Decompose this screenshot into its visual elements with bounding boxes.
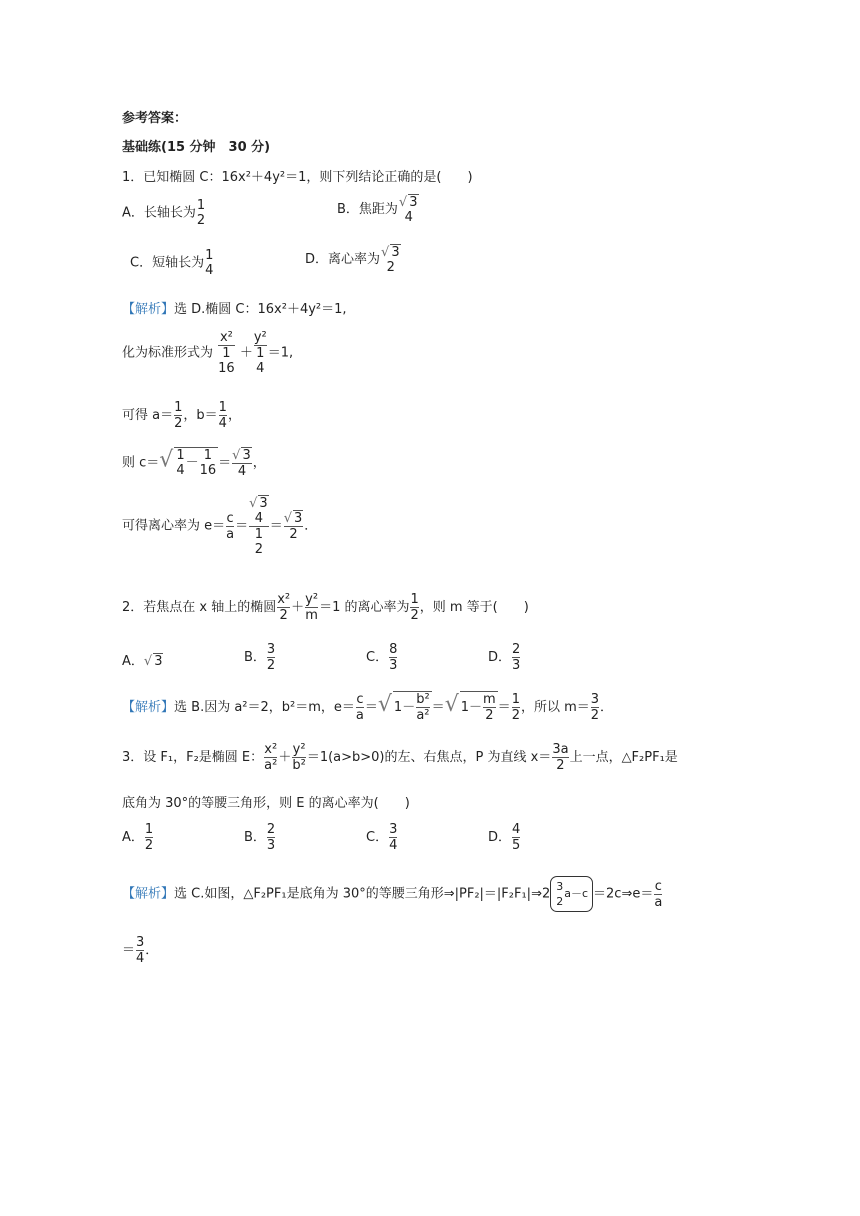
q2-option-d: D． $\frac{2}{3}$ (488, 642, 521, 673)
q1-solution-line3: 可得 a＝ $\frac{1}{2}$ ，b＝ $\frac{1}{4}$ ， (122, 400, 241, 431)
solution-tag: 【解析】 (122, 700, 175, 715)
q3-solution-line1: 【解析】选 C.如图，△F₂PF₁是底角为 30°的等腰三角形⇒|PF₂|＝|F₂F₁|⇒2 3 2 a－c ＝2c⇒e＝ $\frac{c}{a}$ (122, 876, 663, 912)
q1-solution-line1: 【解析】选 D.椭圆 C：16x²＋4y²＝1, (122, 302, 347, 317)
q1-stem: 1．已知椭圆 C：16x²＋4y²＝1，则下列结论正确的是( ) (122, 170, 473, 185)
q2-stem: 2．若焦点在 x 轴上的椭圆 $\frac{\text{x²}}{2}$ ＋ $\frac{\text{y²}}{m}$ ＝1 的离心率为 $\frac{1}{2}$ ，则 m 等于( ) (122, 592, 529, 623)
q3-option-c: C． $\frac{3}{4}$ (366, 822, 398, 853)
section-title: 基础练(15 分钟 30 分) (122, 140, 271, 155)
q3-option-d: D． $\frac{4}{5}$ (488, 822, 521, 853)
q2-option-c: C． $\frac{8}{3}$ (366, 642, 398, 673)
q3-stem-line2: 底角为 30°的等腰三角形，则 E 的离心率为( ) (122, 796, 410, 811)
q2-option-a: A．√ 3 (122, 650, 163, 669)
q1-option-a: A．长轴长为 1 2 (122, 198, 206, 228)
q1-option-c: C．短轴长为 1 4 (130, 248, 214, 278)
q2-option-b: B． $\frac{3}{2}$ (244, 642, 276, 673)
solution-tag: 【解析】 (122, 886, 175, 902)
q1-solution-line4: 则 c＝√ 1 4 － 1 16 ＝ √ $\frac{3}{4}$ ， (122, 447, 266, 479)
q3-solution-line2: ＝ $\frac{3}{4}$ ． (122, 935, 159, 966)
q1-option-b: B．焦距为 √ 3 4 (337, 194, 420, 225)
q3-option-a: A． $\frac{1}{2}$ (122, 822, 154, 853)
q1-solution-line2: 化为标准形式为 x² 1 16 ＋ y² 1 4 ＝1, (122, 330, 294, 376)
q3-stem-line1: 3．设 F₁，F₂是椭圆 E： $\frac{\text{x²}}{\text{a²}}$ ＋ $\frac{\text{y²}}{\text{b²}}$ ＝1(a>b>0)的左、右焦点，P 为直线 x＝ $\frac{3a}{2}$ 上一点，△F₂PF₁是 (122, 742, 678, 773)
q2-solution: 【解析】选 B.因为 a²＝2，b²＝m，e＝ $\frac{c}{a}$ ＝√ 1－ $\frac{\text{b²}}{\text{a²}}$ ＝√ 1－ $\frac{m}{2}$ ＝ $\frac{1}{2}$ ，所以 m＝ $\frac{3}{2}$ ． (122, 692, 614, 723)
q3-option-b: B． $\frac{2}{3}$ (244, 822, 276, 853)
answer-title: 参考答案： (122, 111, 188, 126)
q1-solution-line5: 可得离心率为 e＝ $\frac{c}{a}$ ＝ √ 3 4 1 2 ＝ √ $\frac{3}{2}$ ． (122, 495, 317, 557)
q1-option-d: D．离心率为 √ 3 2 (305, 244, 402, 275)
solution-tag: 【解析】 (122, 302, 175, 317)
